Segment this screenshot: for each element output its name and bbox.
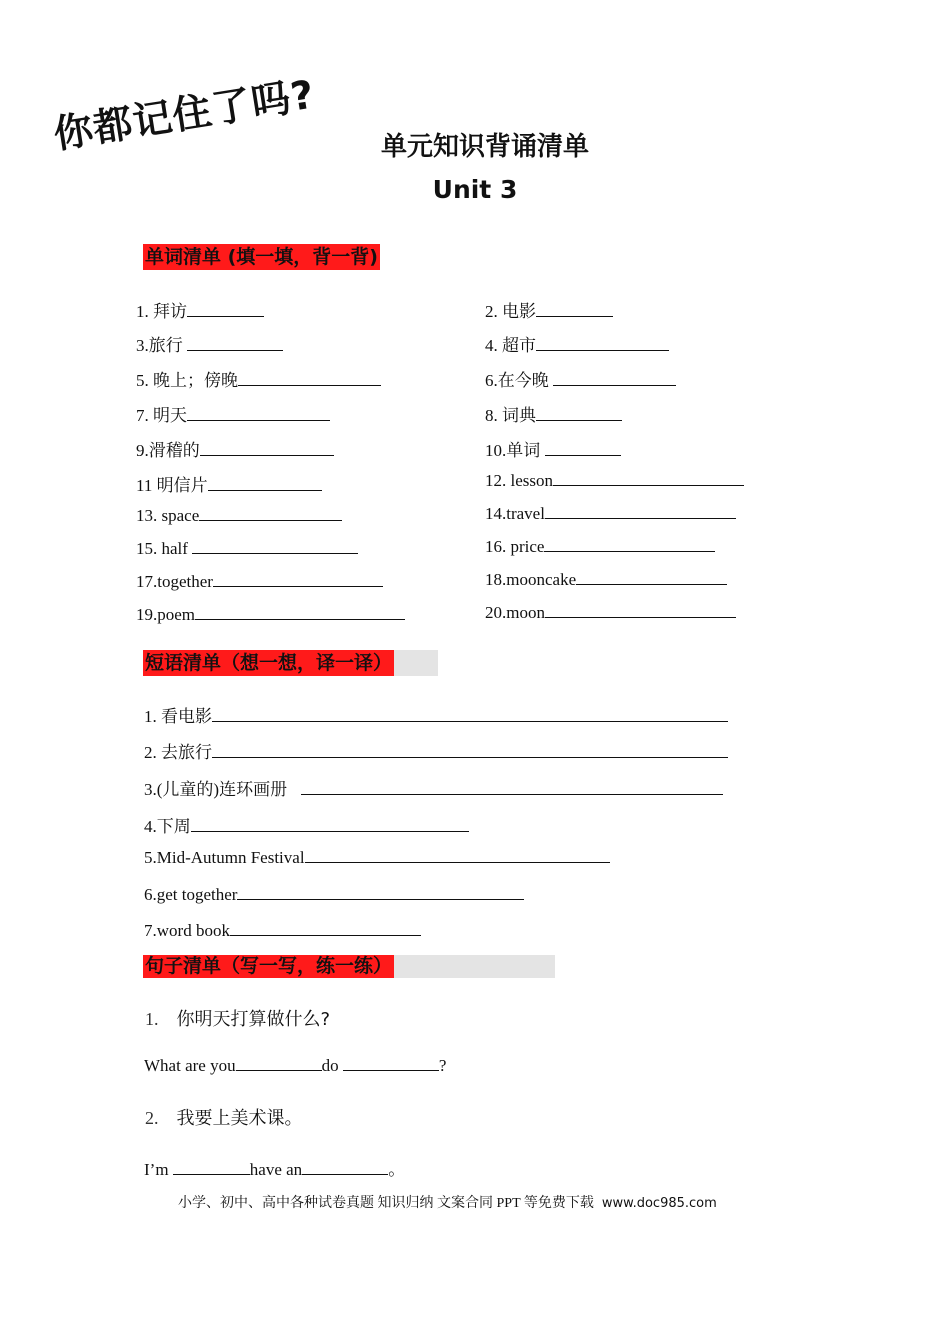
list-item: 18.mooncake: [485, 570, 727, 590]
answer-blank[interactable]: [343, 1056, 439, 1071]
sentence-question: 1. 你明天打算做什么?: [145, 1009, 331, 1030]
slogan: 你都记住了吗?: [50, 72, 319, 159]
answer-blank[interactable]: [237, 885, 524, 900]
answer-blank[interactable]: [191, 817, 469, 832]
list-item: 6.get together: [144, 885, 524, 905]
answer-blank[interactable]: [187, 406, 330, 421]
answer-blank[interactable]: [230, 921, 421, 936]
list-item: 3.(儿童的)连环画册: [144, 775, 723, 800]
answer-blank[interactable]: [305, 848, 610, 863]
list-item: 5.Mid-Autumn Festival: [144, 848, 610, 868]
list-item: 9.滑稽的: [136, 436, 334, 461]
list-item: 20.moon: [485, 603, 736, 623]
answer-blank[interactable]: [200, 441, 334, 456]
list-item: 10.单词: [485, 436, 621, 461]
list-item: 4. 超市: [485, 331, 669, 356]
list-item: 4.下周: [144, 812, 469, 837]
words-heading-label: 单词清单 (填一填，背一背): [145, 246, 378, 268]
sentences-heading: [143, 955, 555, 978]
answer-blank[interactable]: [302, 1160, 388, 1175]
answer-blank[interactable]: [536, 336, 669, 351]
sentence-question: 2. 我要上美术课。: [145, 1108, 303, 1129]
list-item: 3.旅行: [136, 331, 283, 356]
phrases-heading-label: 短语清单（想一想，译一译）: [145, 652, 393, 674]
sentence-answer: I’m have an 。: [144, 1160, 406, 1179]
phrases-heading: [143, 650, 438, 676]
list-item: 8. 词典: [485, 401, 622, 426]
list-item: 2. 去旅行: [144, 738, 728, 763]
answer-blank[interactable]: [213, 572, 383, 587]
answer-blank[interactable]: [212, 743, 728, 758]
list-item: 11 明信片: [136, 471, 322, 496]
list-item: 7. 明天: [136, 401, 330, 426]
list-item: 7.word book: [144, 921, 421, 941]
unit-title: Unit 3: [432, 175, 518, 204]
answer-blank[interactable]: [536, 406, 622, 421]
answer-blank[interactable]: [544, 537, 715, 552]
answer-blank[interactable]: [238, 371, 381, 386]
answer-blank[interactable]: [545, 441, 621, 456]
answer-blank[interactable]: [199, 506, 342, 521]
list-item: 16. price: [485, 537, 715, 557]
list-item: 19.poem: [136, 605, 405, 625]
answer-blank[interactable]: [236, 1056, 322, 1071]
footer: [178, 1192, 717, 1212]
list-item: 1. 拜访: [136, 297, 264, 322]
sentences-heading-label: 句子清单（写一写，练一练）: [145, 955, 393, 977]
words-heading: [143, 244, 380, 270]
answer-blank[interactable]: [536, 302, 613, 317]
list-item: 13. space: [136, 506, 342, 526]
answer-blank[interactable]: [195, 605, 405, 620]
list-item: 14.travel: [485, 504, 736, 524]
footer-link[interactable]: www.doc985.com: [601, 1196, 717, 1211]
answer-blank[interactable]: [553, 371, 676, 386]
list-item: 15. half: [136, 539, 358, 559]
list-item: 2. 电影: [485, 297, 613, 322]
answer-blank[interactable]: [553, 471, 744, 486]
answer-blank[interactable]: [187, 336, 283, 351]
list-item: 6.在今晚: [485, 366, 676, 391]
answer-blank[interactable]: [576, 570, 727, 585]
answer-blank[interactable]: [192, 539, 358, 554]
sentence-answer: What are you do ?: [144, 1056, 447, 1075]
answer-blank[interactable]: [208, 476, 322, 491]
answer-blank[interactable]: [545, 504, 736, 519]
list-item: 12. lesson: [485, 471, 744, 491]
list-item: 5. 晚上；傍晚: [136, 366, 381, 391]
page-title: 单元知识背诵清单: [380, 132, 589, 162]
footer-text: 小学、初中、高中各种试卷真题 知识归纳 文案合同 PPT 等免费下载: [178, 1196, 594, 1211]
answer-blank[interactable]: [212, 707, 728, 722]
list-item: 17.together: [136, 572, 383, 592]
answer-blank[interactable]: [173, 1160, 250, 1175]
list-item: 1. 看电影: [144, 702, 728, 727]
answer-blank[interactable]: [187, 302, 264, 317]
answer-blank[interactable]: [545, 603, 736, 618]
answer-blank[interactable]: [301, 780, 723, 795]
